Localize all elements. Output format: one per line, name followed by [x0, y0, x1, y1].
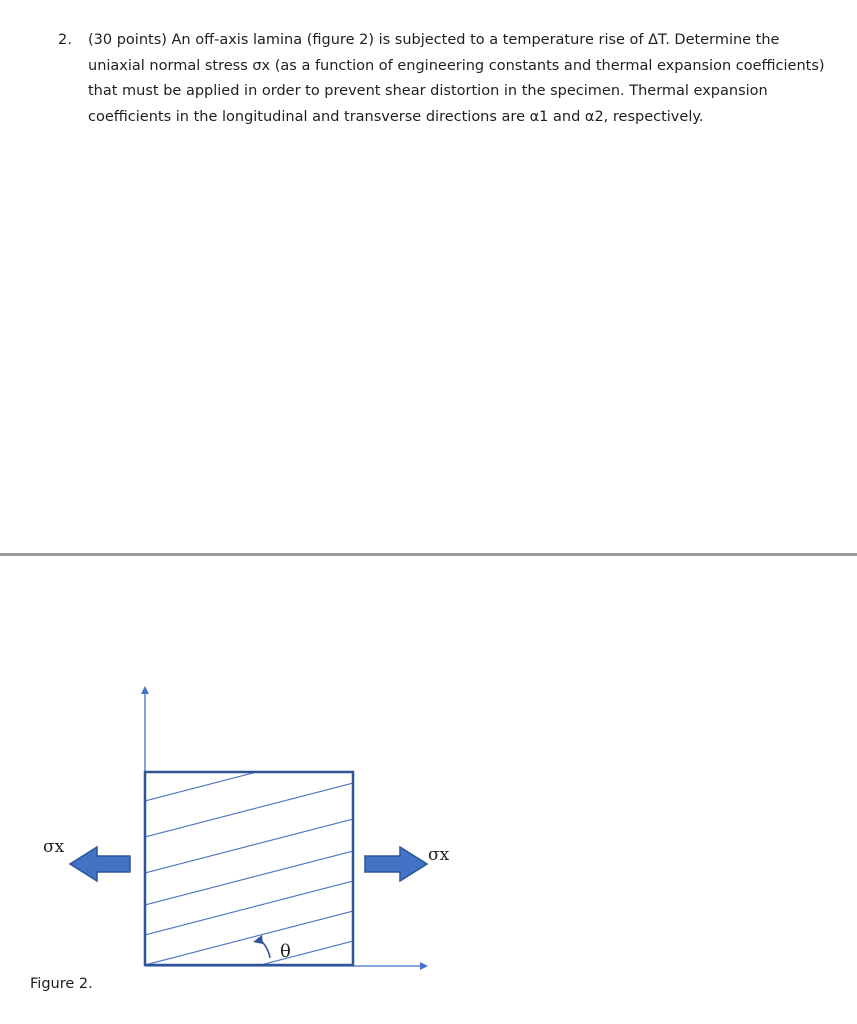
fiber-line	[145, 941, 353, 995]
left-stress-arrow	[70, 847, 130, 881]
lamina-square	[145, 772, 353, 965]
fiber-line	[145, 819, 353, 873]
problem-text: (30 points) An off-axis lamina (figure 2) is subjected to a temperature rise of ΔT. Determine the uniaxial normal stress σx (as a function of engineering constants and thermal expansion coefficients) that must be applied in order to prevent shear distortion in the specimen. Thermal expansion coefficients in the longitudinal and transverse directions are α1 and α2, respectively.	[88, 32, 825, 125]
left-stress-label: σx	[43, 837, 65, 857]
problem-number: 2.	[58, 32, 72, 48]
fiber-line	[145, 783, 353, 837]
right-stress-arrow	[365, 847, 427, 881]
figure-caption: Figure 2.	[30, 976, 93, 992]
fiber-lines	[145, 747, 353, 995]
angle-label: θ	[280, 941, 291, 962]
fiber-line	[145, 911, 353, 965]
fiber-line	[145, 747, 353, 801]
right-stress-label: σx	[428, 845, 450, 865]
fiber-line	[145, 881, 353, 935]
fiber-line	[145, 851, 353, 905]
